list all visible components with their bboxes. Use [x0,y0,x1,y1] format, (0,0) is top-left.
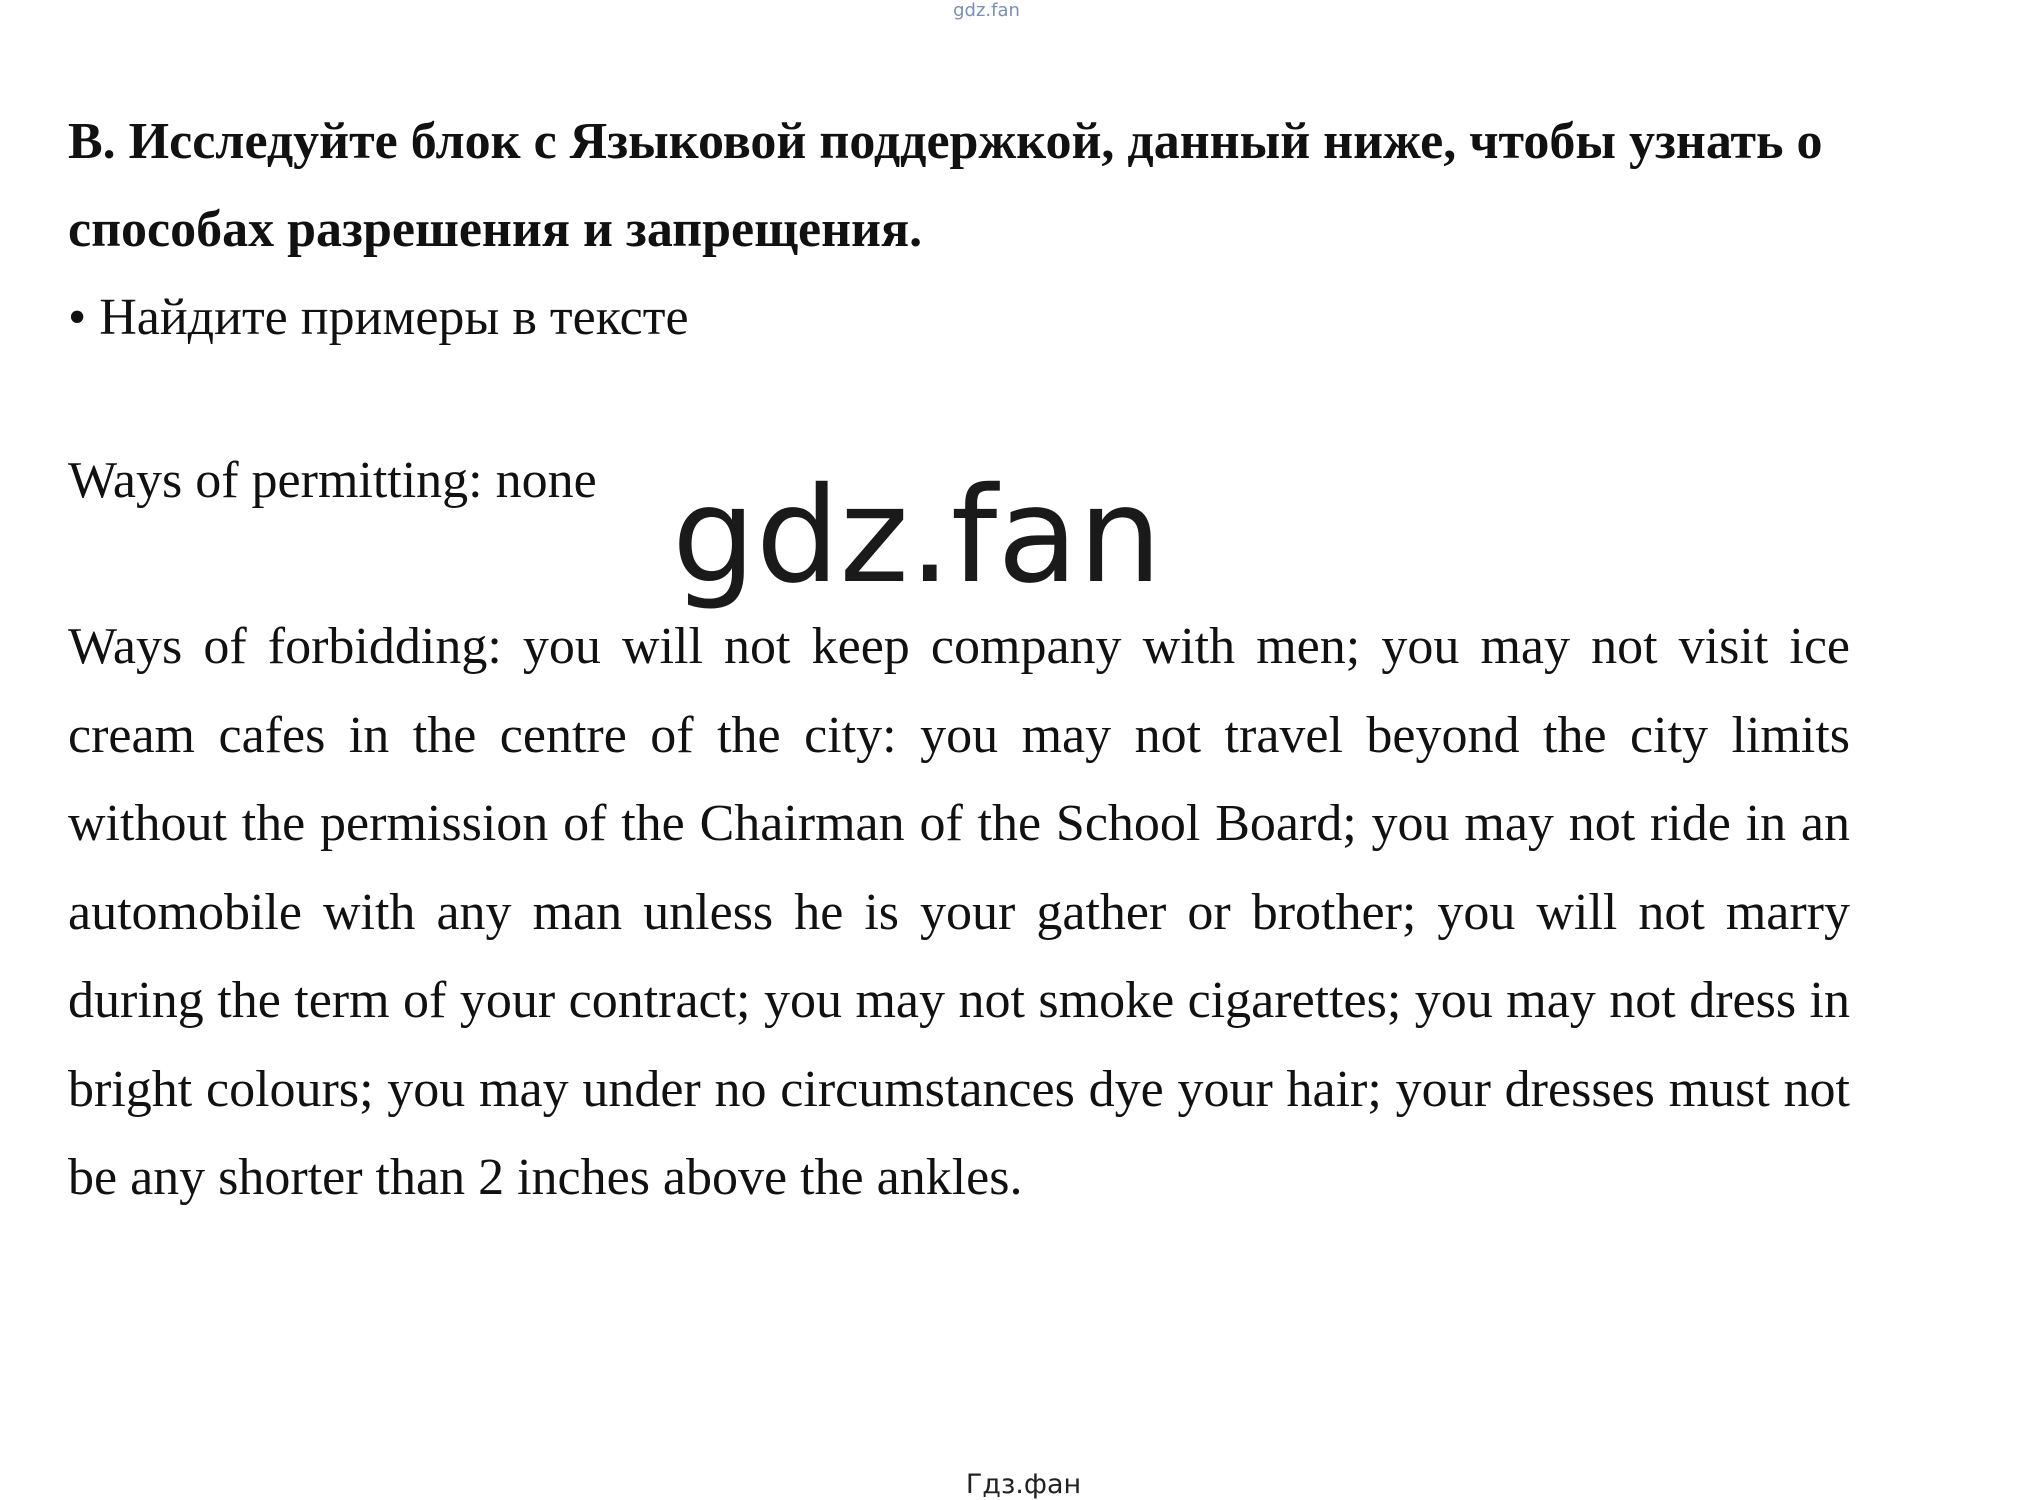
task-block [68,98,1850,362]
footer-watermark: Гдз.фан [965,1469,1082,1500]
permitting-answer: Ways of permitting: none [68,452,597,509]
task-bullet: • Найдите примеры в тексте [68,289,689,346]
task-heading: B. Исследуйте блок с Языковой поддержкой, данный ниже, чтобы узнать о способах разрешения и запрещения. [68,113,1823,258]
center-watermark: gdz.fan [672,459,1162,613]
top-watermark: gdz.fan [953,0,1020,21]
forbidding-answer: Ways of forbidding: you will not keep company with men; you may not visit ice cream cafes in the centre of the city: you may not travel beyond the city limits without the permission of the Chairman of the School Board; you may not ride in an automobile with any man unless he is your gather or brother; you will not marry during the term of your contract; you may not smoke cigarettes; you may not dress in bright colours; you may under no circumstances dye your hair; your dresses must not be any shorter than 2 inches above the ankles. [68,618,1850,1206]
